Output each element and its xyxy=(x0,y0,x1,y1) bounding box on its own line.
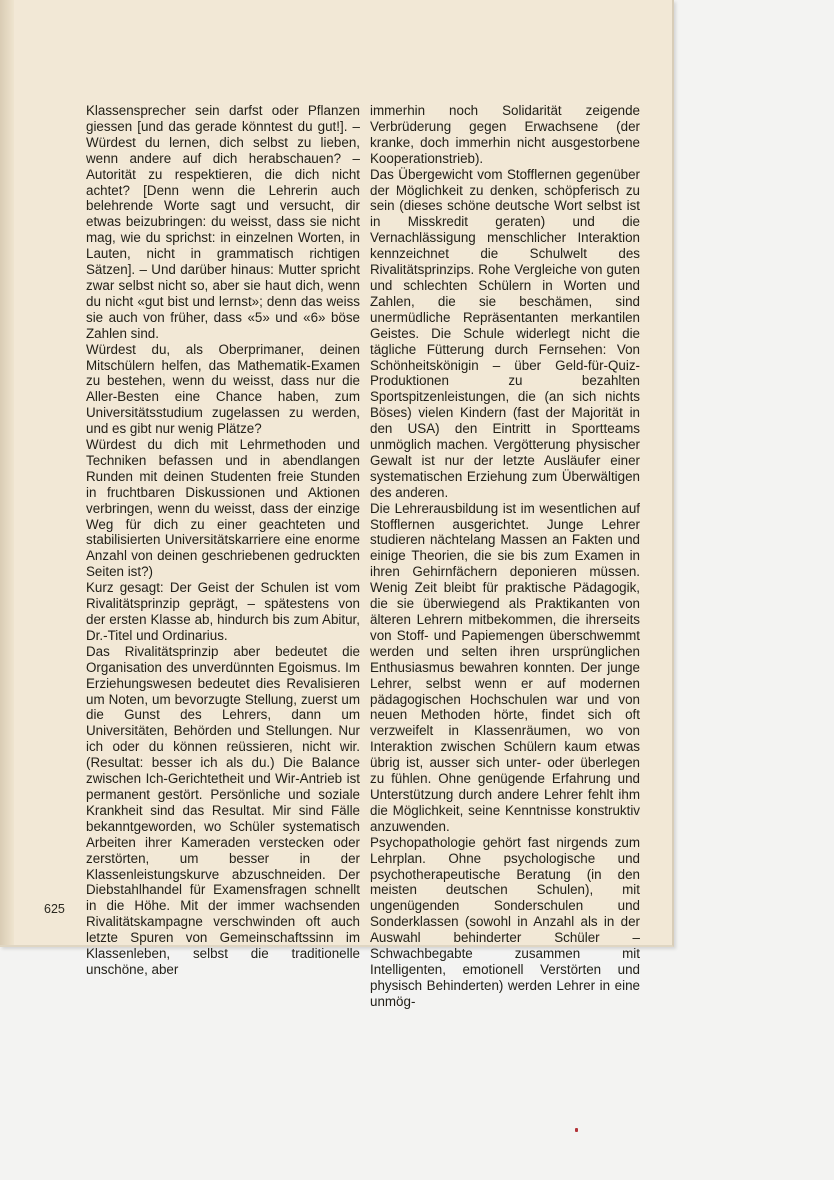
page-gutter-shadow xyxy=(0,0,14,945)
paragraph: Psychopathologie gehört fast nirgends zum Lehrplan. Ohne psychologische und psychotherapeutische Beratung (in den meisten deutschen Schulen), mit ungenügenden Sonderschulen und Sonderklassen (sowohl in Anzahl als in der Auswahl behinderter Schüler – Schwachbegabte zusammen mit Intelligenten, emotionell Verstörten und physisch Behinderten) werden Lehrer in eine unmög- xyxy=(370,834,640,1009)
page-number: 625 xyxy=(44,902,65,916)
paragraph: Die Lehrerausbildung ist im wesentlichen auf Stofflernen ausgerichtet. Junge Lehrer studieren nächtelang Massen an Fakten und einige Theorien, die sie bis zum Examen in ihren Gehirnfächern deponieren müssen. Wenig Zeit bleibt für praktische Pädagogik, die sie überwiegend als Praktikanten von älteren Lehrern mitbekommen, die ihrerseits von Stoff- und Papiemengen überschwemmt werden und selten ihren ursprünglichen Enthusiasmus bewahren konnten. Der junge Lehrer, selbst wenn er auf modernen pädagogischen Hochschulen war und von neuen Methoden hörte, findet sich oft verzweifelt in Klassenräumen, wo von Interaktion zwischen Schülern kaum etwas übrig ist, ausser sich unter- oder überlegen zu fühlen. Ohne genügende Erfahrung und Unterstützung durch andere Lehrer fehlt ihm die Möglichkeit, seine Kenntnisse konstruktiv anzuwenden. xyxy=(370,500,640,834)
paragraph: Würdest du dich mit Lehrmethoden und Techniken befassen und in abendlangen Runden mit deinen Studenten freie Stunden in fruchtbaren Diskussionen und Aktionen verbringen, wenn du weisst, dass der einzige Weg für dich zu einer geachteten und stabilisierten Universitätskarriere eine enorme Anzahl von deinen geschriebenen gedruckten Seiten ist?) xyxy=(86,437,360,580)
text-column-right xyxy=(370,103,640,1010)
paragraph: Kurz gesagt: Der Geist der Schulen ist vom Rivalitätsprinzip geprägt, – spätestens von der ersten Klasse ab, hindurch bis zum Abitur, Dr.-Titel und Ordinarius. xyxy=(86,580,360,643)
paragraph: Würdest du, als Oberprimaner, deinen Mitschülern helfen, das Mathematik-Examen zu bestehen, wenn du weisst, dass nur die Aller-Besten eine Chance haben, zum Universitätsstudium zugelassen zu werden, und es gibt nur wenig Plätze? xyxy=(86,341,360,437)
paragraph: Das Übergewicht vom Stofflernen gegenüber der Möglichkeit zu denken, schöpferisch zu sein (dieses schöne deutsche Wort selbst ist in Misskredit geraten) und die Vernachlässigung menschlicher Interaktion kennzeichnet die Schulwelt des Rivalitätsprinzips. Rohe Vergleiche von guten und schlechten Schülern in Worten und Zahlen, die sie beschämen, sind unermüdliche Repräsentanten merkantilen Geistes. Die Schule widerlegt nicht die tägliche Fütterung durch Fernsehen: Von Schönheitskönigin – über Geld-für-Quiz-Produktionen zu bezahlten Sportspitzenleistungen, die (an sich nichts Böses) vielen Kindern (fast der Majorität in den USA) den Eintritt in Sportteams unmöglich machen. Vergötterung physischer Gewalt ist nur der letzte Ausläufer einer systematischen Erziehung zum Überwältigen des anderen. xyxy=(370,166,640,500)
red-speck xyxy=(575,1128,578,1132)
text-column-left xyxy=(86,103,360,978)
paragraph: immerhin noch Solidarität zeigende Verbrüderung gegen Erwachsene (der kranke, doch immerhin nicht ausgestorbene Kooperationstrieb). xyxy=(370,103,640,166)
paragraph: Klassensprecher sein darfst oder Pflanzen giessen [und das gerade könntest du gut!]. – Würdest du lernen, dich selbst zu lieben, wenn andere auf dich herabschauen? – Autorität zu respektieren, die dich nicht achtet? [Denn wenn die Lehrerin auch belehrende Worte sagt und versucht, dir etwas beizubringen: du weisst, dass sie nicht mag, wie du sprichst: in einzelnen Worten, in Lauten, nicht in grammatisch richtigen Sätzen]. – Und darüber hinaus: Mutter spricht zwar selbst nicht so, aber sie haut dich, wenn du nicht «gut bist und lernst»; denn das weiss sie auch von früher, dass «5» und «6» böse Zahlen sind. xyxy=(86,103,360,341)
paragraph: Das Rivalitätsprinzip aber bedeutet die Organisation des unverdünnten Egoismus. Im Erziehungswesen bedeutet dies Revalisieren um Noten, um bevorzugte Stellung, zuerst um die Gunst des Lehrers, dann um Universitäten, Behörden und Stellungen. Nur ich oder du können reüssieren, nicht wir. (Resultat: besser ich als du.) Die Balance zwischen Ich-Gerichtetheit und Wir-Antrieb ist permanent gestört. Persönliche und soziale Krankheit sind das Resultat. Mir sind Fälle bekanntgeworden, wo Schüler systematisch Arbeiten ihrer Kameraden verstecken oder zerstörten, um besser in der Klassenleistungskurve abzuschneiden. Der Diebstahlhandel für Examensfragen schnellt in die Höhe. Mit der immer wachsenden Rivalitätskampagne verschwinden oft auch letzte Spuren von Gemeinschaftssinn im Klassenleben, selbst die traditionelle unschöne, aber xyxy=(86,643,360,977)
